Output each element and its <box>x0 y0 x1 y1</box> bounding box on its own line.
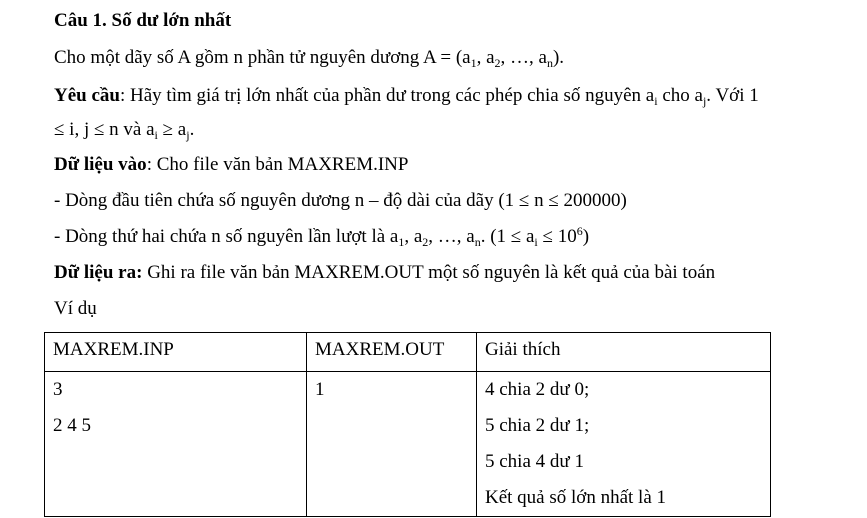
requirement-label: Yêu cầu <box>54 85 120 106</box>
intro-suffix: ). <box>552 47 565 68</box>
input-line2-m2: , …, a <box>428 226 475 247</box>
requirement-line2-sub-j: j <box>186 128 190 142</box>
explain-line: 5 chia 2 dư 1; <box>485 415 590 436</box>
input-label: Dữ liệu vào <box>54 154 147 175</box>
cell-inp <box>45 372 307 517</box>
input-text: : Cho file văn bản MAXREM.INP <box>146 154 409 175</box>
cell-explain <box>477 372 771 517</box>
input-line2-sub-n: n <box>474 235 481 249</box>
requirement-line2-b: ≥ a <box>157 119 187 140</box>
requirement-line-1 <box>54 84 759 108</box>
output-heading <box>54 261 715 285</box>
explain-line: 4 chia 2 dư 0; <box>485 379 590 400</box>
output-text: Ghi ra file văn bản MAXREM.OUT một số nguyên là kết quả của bài toán <box>142 262 716 283</box>
requirement-text-b: cho a <box>657 85 703 106</box>
input-line2-end: ) <box>582 226 590 247</box>
input-line2-sub-1: 1 <box>398 235 405 249</box>
intro-prefix: Cho một dãy số A gồm n phần tử nguyên dương A = (a <box>54 47 471 68</box>
intro-mid-2: , …, a <box>500 47 547 68</box>
input-line2-m1: , a <box>404 226 423 247</box>
requirement-text-a: : Hãy tìm giá trị lớn nhất của phần dư trong các phép chia số nguyên a <box>119 85 655 106</box>
explain-line: Kết quả số lớn nhất là 1 <box>485 487 667 508</box>
explain-line: 5 chia 4 dư 1 <box>485 451 584 472</box>
requirement-line-2 <box>54 118 194 142</box>
input-line2-sub-2: 2 <box>422 235 429 249</box>
header-inp: MAXREM.INP <box>45 333 307 372</box>
cell-out <box>307 372 477 517</box>
input-line2-m4: ≤ 10 <box>537 226 577 247</box>
input-line2-a: - Dòng thứ hai chứa n số nguyên lần lượt là a <box>54 226 399 247</box>
example-table <box>44 332 771 517</box>
input-line2-sub-i: i <box>534 235 538 249</box>
intro-sub-2: 2 <box>494 56 501 70</box>
example-label: Ví dụ <box>54 298 97 319</box>
input-line-2 <box>54 225 589 249</box>
inp-line: 3 <box>53 379 63 400</box>
input-line2-sup-6: 6 <box>576 224 583 238</box>
intro-sub-1: 1 <box>470 56 477 70</box>
requirement-line2-c: . <box>189 119 195 140</box>
table-header-row <box>45 333 771 372</box>
problem-intro <box>54 46 564 70</box>
output-label: Dữ liệu ra: <box>54 262 143 283</box>
input-line-1: - Dòng đầu tiên chứa số nguyên dương n – độ dài của dãy (1 ≤ n ≤ 200000) <box>54 190 627 211</box>
input-heading <box>54 153 408 177</box>
requirement-sub-i: i <box>654 94 658 108</box>
inp-line: 2 4 5 <box>53 415 91 436</box>
out-line: 1 <box>315 379 325 400</box>
intro-mid-1: , a <box>476 47 495 68</box>
header-out: MAXREM.OUT <box>307 333 477 372</box>
problem-title-text: Câu 1. Số dư lớn nhất <box>54 10 232 31</box>
requirement-text-c: . Với 1 <box>706 85 759 106</box>
requirement-line2-a: ≤ i, j ≤ n và a <box>54 119 155 140</box>
table-row <box>45 372 771 517</box>
input-line2-m3: . (1 ≤ a <box>480 226 535 247</box>
intro-sub-n: n <box>546 56 553 70</box>
requirement-sub-j: j <box>702 94 707 108</box>
header-explain: Giải thích <box>477 333 771 372</box>
problem-title <box>54 9 231 33</box>
requirement-line2-sub-i: i <box>154 128 158 142</box>
